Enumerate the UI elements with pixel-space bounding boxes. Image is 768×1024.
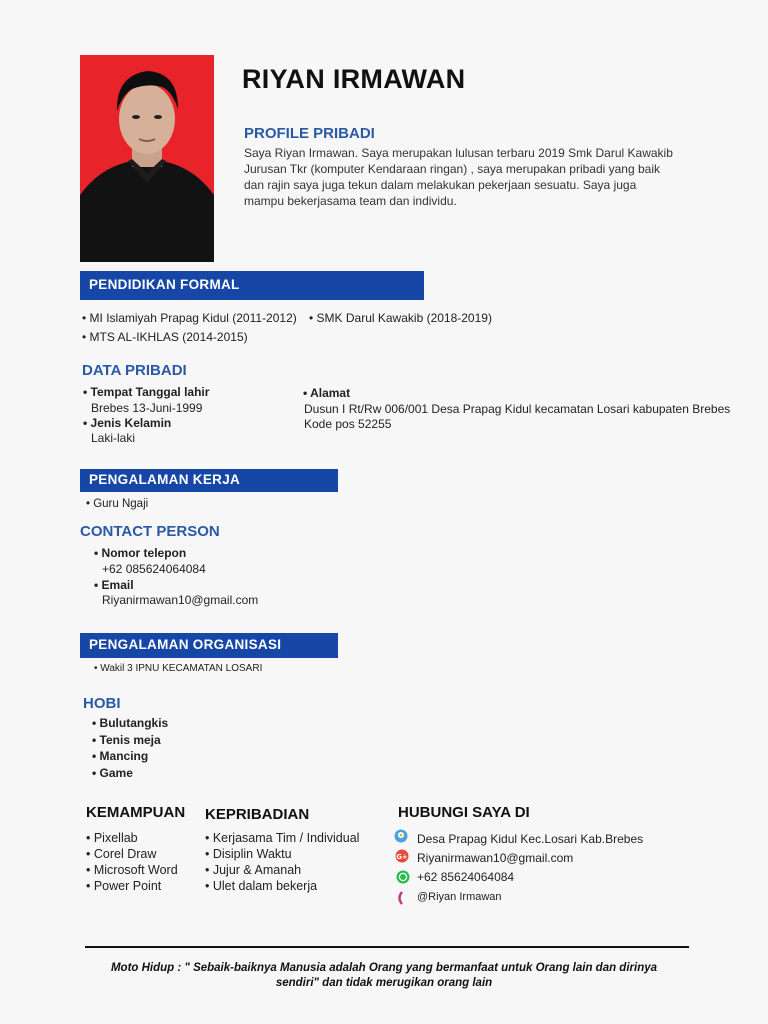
alamat-line: Kode pos 52255	[304, 417, 392, 431]
whatsapp-icon	[396, 870, 410, 884]
hobi-item: • Game	[92, 765, 133, 780]
full-name: RIYAN IRMAWAN	[242, 64, 466, 94]
data-pribadi-title: DATA PRIBADI	[82, 362, 187, 379]
phone-value: +62 085624064084	[102, 562, 206, 576]
kepribadian-title: KEPRIBADIAN	[205, 806, 310, 823]
profile-line: mampu bekerjasama team dan individu.	[244, 194, 457, 208]
hobi-list	[92, 715, 168, 781]
pendidikan-item: • MTS AL-IKHLAS (2014-2015)	[82, 330, 248, 344]
kemampuan-title: KEMAMPUAN	[86, 804, 186, 821]
pendidikan-title: PENDIDIKAN FORMAL	[80, 271, 424, 300]
pendidikan-item: • MI Islamiyah Prapag Kidul (2011-2012)	[82, 311, 297, 325]
hobi-title: HOBI	[83, 695, 121, 712]
kemampuan-item: • Microsoft Word	[86, 863, 178, 877]
svg-text:G+: G+	[396, 853, 408, 861]
person-portrait-icon	[80, 55, 214, 262]
pengalaman-kerja-title: PENGALAMAN KERJA	[80, 469, 338, 492]
kepribadian-item: • Disiplin Waktu	[205, 847, 292, 861]
phone-label: • Nomor telepon	[94, 546, 187, 560]
hubungi-address: Desa Prapag Kidul Kec.Losari Kab.Brebes	[417, 832, 644, 846]
hubungi-email: Riyanirmawan10@gmail.com	[417, 851, 574, 865]
hobi-item: • Bulutangkis	[92, 716, 169, 730]
kemampuan-list	[86, 830, 178, 894]
alamat-label: • Alamat	[303, 386, 351, 400]
instagram-icon	[396, 891, 406, 905]
location-icon	[394, 829, 408, 843]
organisasi-title: PENGALAMAN ORGANISASI	[80, 633, 338, 658]
alamat-line: Dusun I Rt/Rw 006/001 Desa Prapag Kidul kecamatan Losari kabupaten Brebes	[304, 402, 731, 416]
pendidikan-item: • SMK Darul Kawakib (2018-2019)	[309, 311, 492, 325]
google-plus-icon	[395, 849, 409, 863]
kepribadian-item: • Ulet dalam bekerja	[205, 879, 318, 893]
email-label: • Email	[94, 578, 134, 592]
profile-line: Saya Riyan Irmawan. Saya merupakan lulusan terbaru 2019 Smk Darul Kawakib	[244, 146, 673, 160]
ttl-label: • Tempat Tanggal lahir	[83, 385, 210, 399]
hobi-item: • Tenis meja	[92, 732, 161, 747]
kepribadian-item: • Jujur & Amanah	[205, 863, 302, 877]
email-value: Riyanirmawan10@gmail.com	[102, 593, 259, 607]
jk-label: • Jenis Kelamin	[83, 416, 172, 430]
profile-line: Jurusan Tkr (komputer Kendaraan ringan) , saya merupakan pribadi yang baik	[244, 162, 661, 176]
hubungi-phone: +62 85624064084	[417, 870, 515, 884]
jk-value: Laki-laki	[91, 431, 136, 445]
kemampuan-item: • Pixellab	[86, 831, 138, 845]
hobi-item: • Mancing	[92, 749, 149, 763]
hubungi-title: HUBUNGI SAYA DI	[398, 804, 530, 821]
ttl-value: Brebes 13-Juni-1999	[91, 401, 203, 415]
hubungi-instagram: @Riyan Irmawan	[417, 891, 502, 903]
organisasi-item: • Wakil 3 IPNU KECAMATAN LOSARI	[94, 663, 263, 674]
profile-title: PROFILE PRIBADI	[244, 125, 375, 142]
kemampuan-item: • Power Point	[86, 879, 162, 893]
contact-title: CONTACT PERSON	[80, 523, 220, 540]
kemampuan-item: • Corel Draw	[86, 847, 157, 861]
moto-line: Moto Hidup : " Sebaik-baiknya Manusia adalah Orang yang bermanfaat untuk Orang lain dan dirinya	[110, 962, 658, 974]
profile-text	[244, 145, 714, 209]
moto-hidup	[100, 961, 668, 991]
profile-line: dan rajin saya juga tekun dalam melakukan pekerjaan sesuatu. Saya juga	[244, 178, 637, 192]
kepribadian-item: • Kerjasama Tim / Individual	[205, 831, 360, 845]
moto-line: sendiri" dan tidak merugikan orang lain	[275, 977, 493, 989]
kepribadian-list	[205, 830, 359, 894]
kerja-item: • Guru Ngaji	[86, 498, 149, 510]
profile-photo	[80, 55, 214, 262]
footer-divider	[85, 946, 689, 948]
